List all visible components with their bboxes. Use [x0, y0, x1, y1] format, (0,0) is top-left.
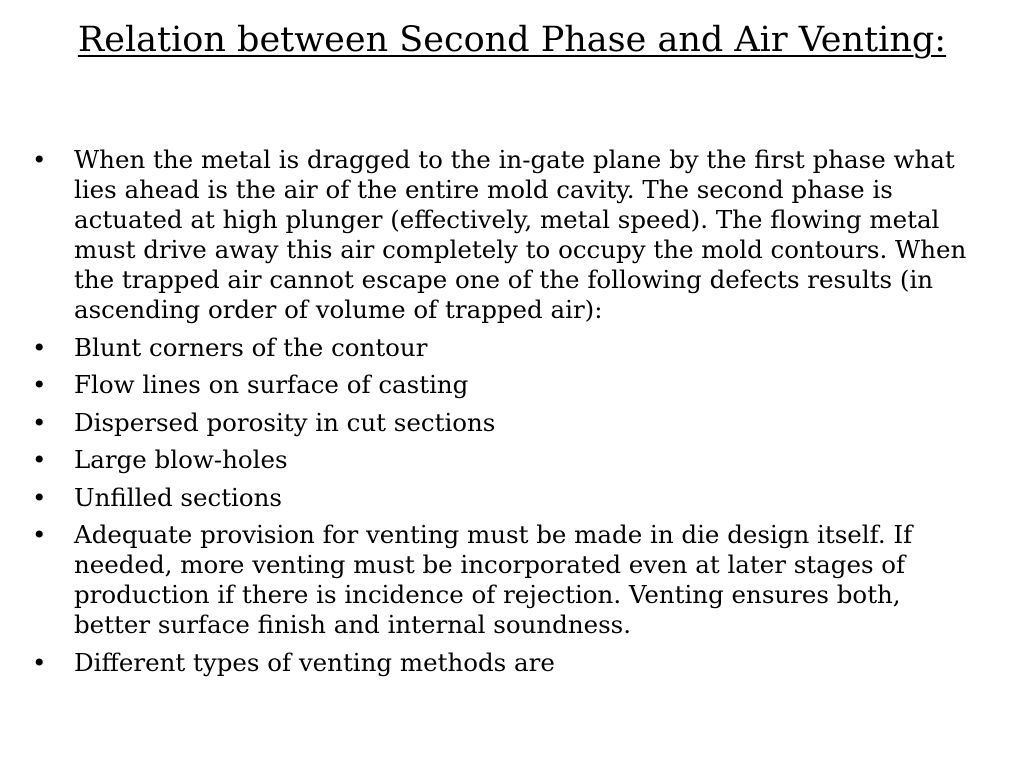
bullet-marker: •: [32, 647, 47, 677]
bullet-list: [32, 145, 972, 685]
bullet-text: Blunt corners of the contour: [74, 332, 428, 362]
bullet-item: [32, 145, 972, 325]
bullet-item: [32, 408, 972, 438]
bullet-marker: •: [32, 407, 47, 437]
bullet-item: [32, 445, 972, 475]
bullet-item: [32, 370, 972, 400]
bullet-text: Large blow-holes: [74, 445, 288, 474]
bullet-text: When the metal is dragged to the in-gate plane by the first phase what lies ahead is the air of the entire mold cavity. The second phase is actuated at high plunger (effectively, metal speed). The flowing metal must drive away this air completely to occupy the mold contours. When the trapped air cannot escape one of the following defects results (in ascending order of volume of trapped air):: [74, 145, 967, 324]
bullet-item: [32, 333, 972, 363]
bullet-marker: •: [32, 370, 47, 399]
slide-title: [60, 18, 964, 62]
bullet-item: [32, 483, 972, 513]
bullet-marker: •: [32, 332, 47, 362]
bullet-text: Different types of venting methods are: [74, 647, 555, 677]
bullet-marker: •: [32, 482, 47, 512]
bullet-text: Unfilled sections: [74, 482, 282, 512]
bullet-item: [32, 648, 972, 678]
slide-title-text: Relation between Second Phase and Air Venting:: [77, 20, 947, 60]
bullet-text: Flow lines on surface of casting: [74, 370, 469, 399]
bullet-item: [32, 520, 972, 640]
bullet-marker: •: [32, 445, 47, 474]
bullet-text: Adequate provision for venting must be made in die design itself. If needed, more venting must be incorporated even at later stages of production if there is incidence of rejection. Venting ensures both, better surface finish and internal soundness.: [74, 520, 913, 639]
bullet-marker: •: [32, 520, 47, 549]
bullet-text: Dispersed porosity in cut sections: [74, 407, 496, 437]
bullet-marker: •: [32, 145, 47, 174]
